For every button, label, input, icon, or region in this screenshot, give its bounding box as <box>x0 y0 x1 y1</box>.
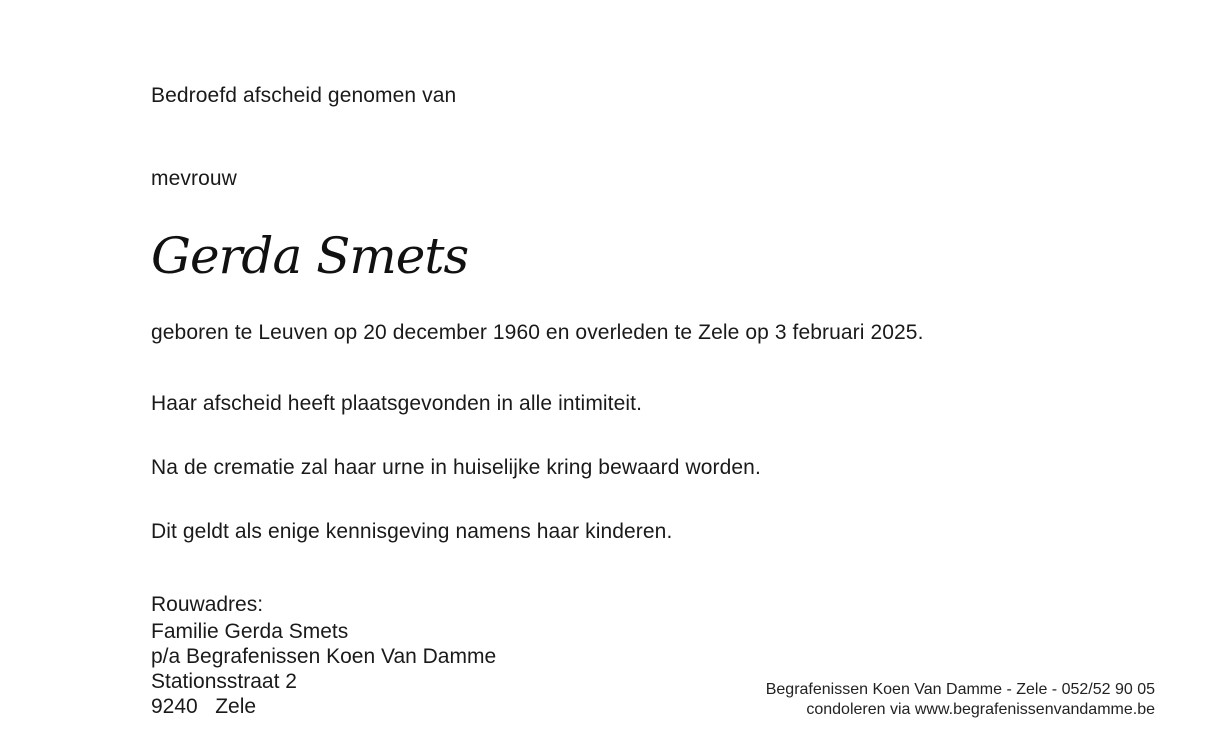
address-line-care-of: p/a Begrafenissen Koen Van Damme <box>151 645 497 668</box>
funeral-home-footer <box>766 680 1155 720</box>
address-line-family: Familie Gerda Smets <box>151 620 349 643</box>
intro-text: Bedroefd afscheid genomen van <box>151 84 457 107</box>
farewell-text: Haar afscheid heeft plaatsgevonden in alle intimiteit. <box>151 392 643 415</box>
birth-death-text: geboren te Leuven op 20 december 1960 en overleden te Zele op 3 februari 2025. <box>151 321 924 344</box>
address-label: Rouwadres: <box>151 593 264 616</box>
salutation-text: mevrouw <box>151 167 237 190</box>
funeral-home-contact: Begrafenissen Koen Van Damme - Zele - 052/52 90 05 <box>765 681 1155 698</box>
address-line-street: Stationsstraat 2 <box>151 670 297 693</box>
notice-text: Dit geldt als enige kennisgeving namens haar kinderen. <box>151 520 673 543</box>
address-line-city: 9240 Zele <box>151 695 257 718</box>
deceased-name: Gerda Smets <box>151 227 469 285</box>
condolence-link-text: condoleren via www.begrafenissenvandamme.be <box>806 701 1155 718</box>
mourning-address <box>151 592 496 719</box>
cremation-text: Na de crematie zal haar urne in huiselijke kring bewaard worden. <box>151 456 761 479</box>
